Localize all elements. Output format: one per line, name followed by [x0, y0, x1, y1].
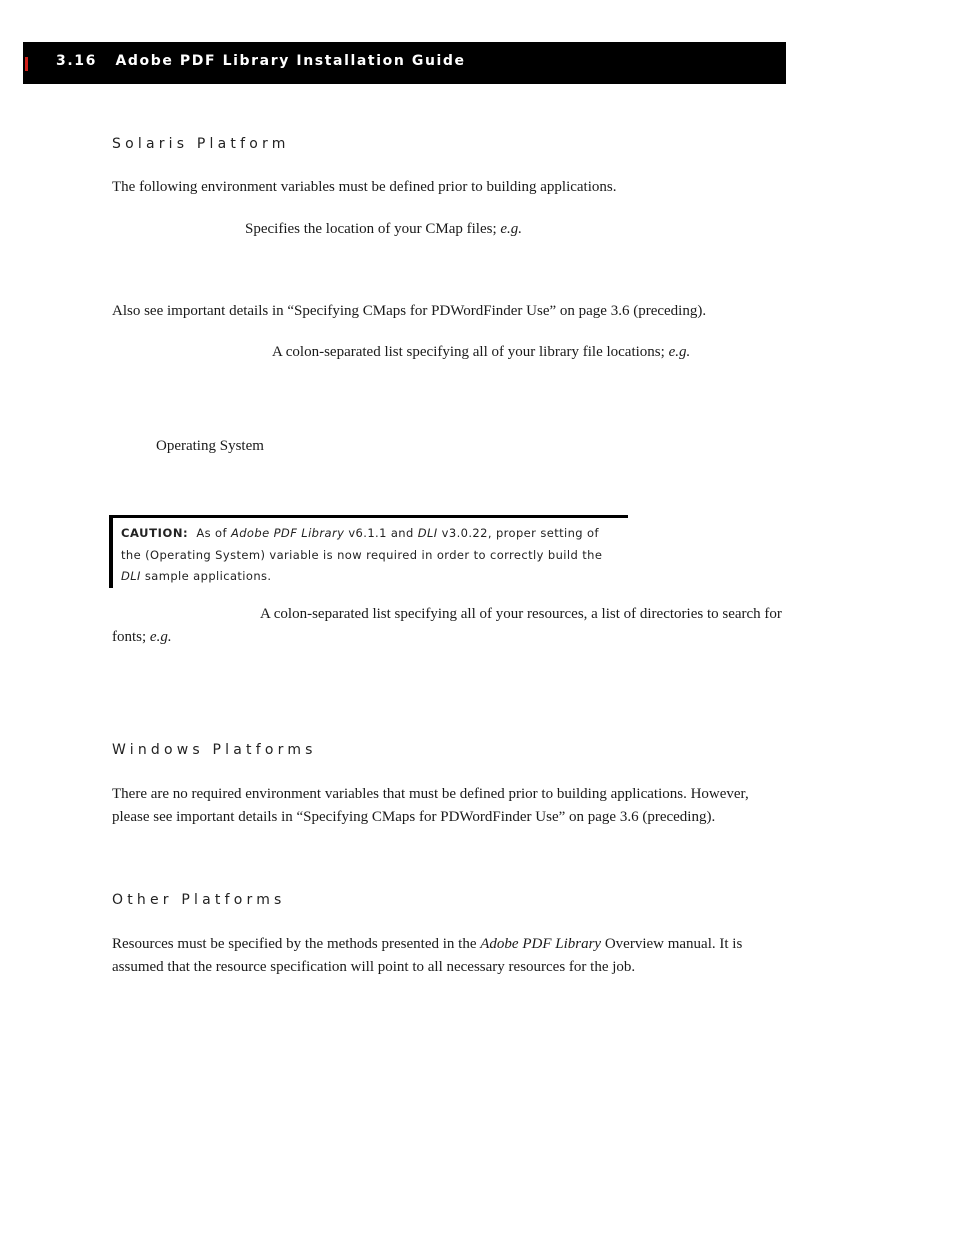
solaris-intro-text: The following environment variables must be defined prior to building applications. — [112, 179, 617, 195]
other-product-name: Adobe PDF Library — [480, 936, 602, 952]
caution-text-3: v3.0.22, proper setting of the (Operating System) variable is now required in order to correctly build the — [121, 526, 603, 562]
header-accent-mark — [25, 57, 28, 71]
header-text — [56, 53, 466, 69]
cmap-description-text: Specifies the location of your CMap files; — [245, 221, 501, 237]
caution-product-2: DLI — [417, 526, 438, 540]
cmap-description — [245, 218, 785, 241]
resources-description — [112, 603, 792, 648]
windows-heading: Windows Platforms — [112, 742, 317, 758]
library-description — [272, 341, 792, 364]
windows-body — [112, 783, 752, 828]
other-body-text-2: Overview manual. It is assumed that the resource specification will point to all necessary resources for the job. — [112, 936, 743, 975]
caution-label: CAUTION: — [121, 526, 189, 540]
library-eg: e.g. — [668, 344, 691, 360]
other-body-text-1: Resources must be specified by the methods presented in the — [112, 936, 481, 952]
see-also-cmaps — [112, 300, 792, 323]
resources-description-text: A colon-separated list specifying all of your resources, a list of directories to search for fonts; — [112, 606, 782, 645]
windows-body-text: There are no required environment variables that must be defined prior to building applications. However, please see important details in “Specifying CMaps for PDWordFinder Use” on page 3.6 (preceding). — [112, 786, 749, 825]
page-number: 3.16 — [56, 53, 97, 69]
caution-text-2: v6.1.1 and — [344, 526, 418, 540]
resources-eg: e.g. — [149, 628, 172, 645]
caution-box — [109, 515, 628, 588]
document-title: Adobe PDF Library Installation Guide — [115, 53, 466, 69]
operating-system-label — [156, 435, 456, 458]
solaris-heading: Solaris Platform — [112, 136, 290, 152]
caution-text — [121, 523, 621, 588]
caution-text-4: sample applications. — [140, 569, 272, 583]
caution-text-1: As of — [196, 526, 231, 540]
other-body — [112, 933, 792, 978]
cmap-eg: e.g. — [500, 221, 523, 237]
caution-product-3: DLI — [121, 569, 141, 583]
other-heading: Other Platforms — [112, 892, 286, 908]
page-header — [23, 42, 786, 84]
library-description-text: A colon-separated list specifying all of your library file locations; — [272, 344, 669, 360]
caution-product-1: Adobe PDF Library — [230, 526, 345, 540]
solaris-intro — [112, 176, 792, 199]
operating-system-text: Operating System — [156, 438, 264, 454]
see-also-text: Also see important details in “Specifying CMaps for PDWordFinder Use” on page 3.6 (preceding). — [112, 303, 707, 319]
